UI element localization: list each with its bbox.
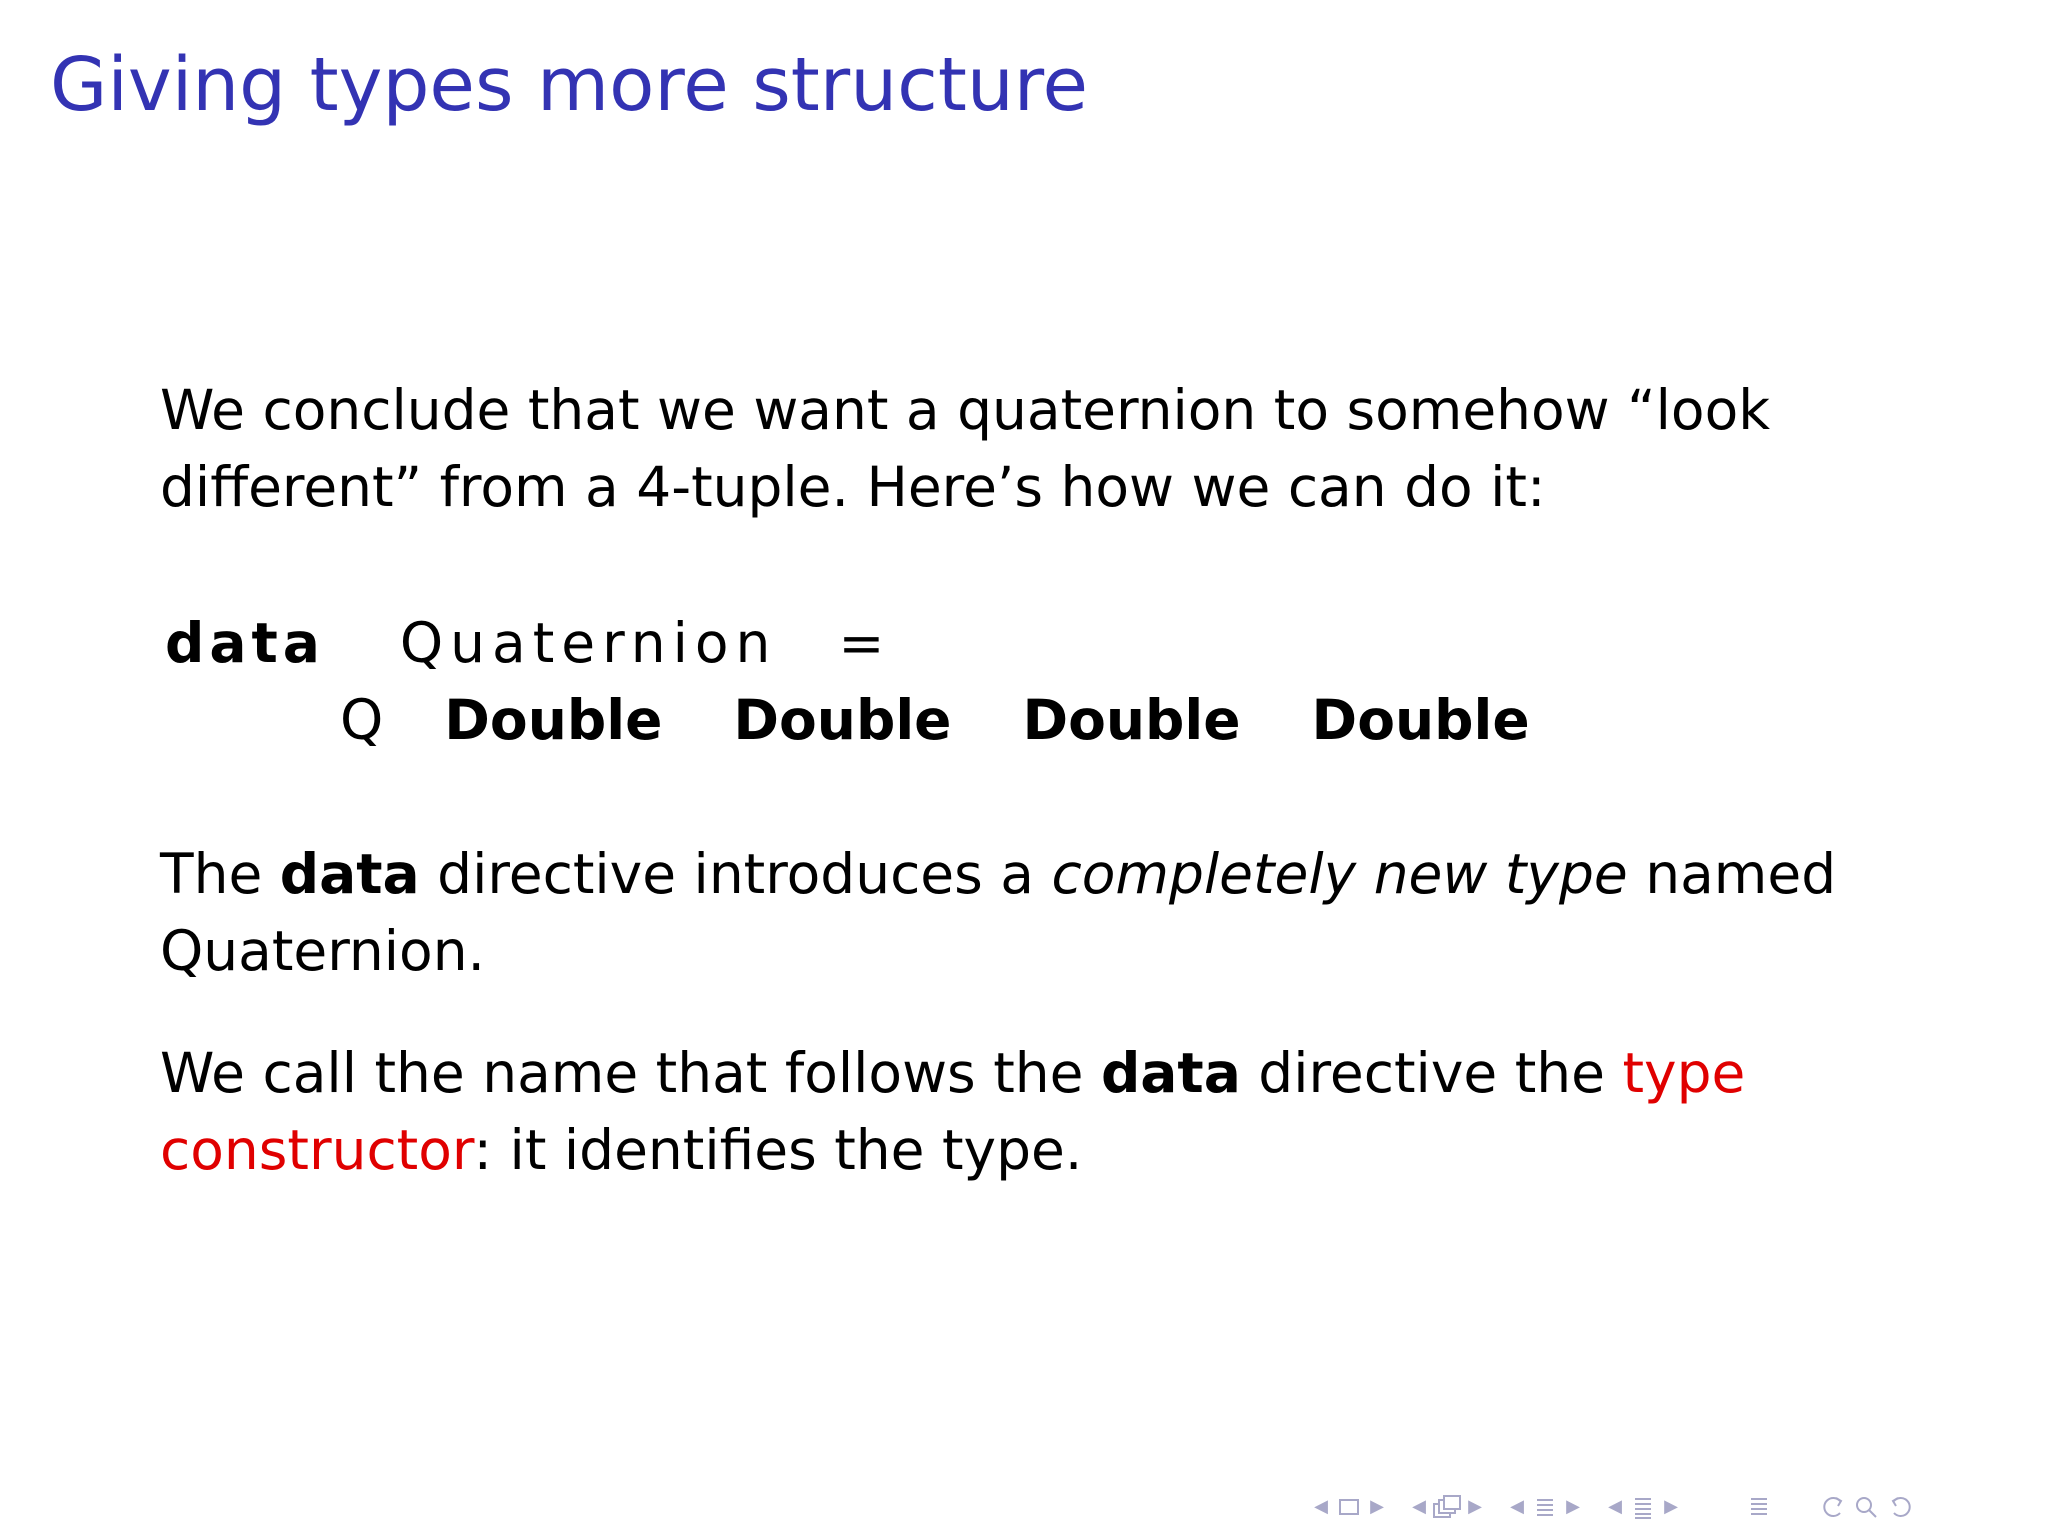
previous-section-arrow-icon[interactable]: ◀ <box>1608 1496 1622 1517</box>
nav-group-subsection <box>1506 1493 1584 1521</box>
section-icon[interactable] <box>1626 1493 1660 1521</box>
text-span: We call the name that follows the <box>160 1041 1101 1105</box>
search-icon[interactable] <box>1850 1493 1884 1521</box>
previous-slide-arrow-icon[interactable]: ◀ <box>1412 1496 1426 1517</box>
data-directive-line-1 <box>160 836 1837 913</box>
code-field-type: Double <box>444 688 663 752</box>
type-constructor-line-2 <box>160 1112 1760 1189</box>
data-directive-line-2: Quaternion. <box>160 919 486 983</box>
code-equals-sign: = <box>838 611 885 675</box>
next-subsection-arrow-icon[interactable]: ▶ <box>1566 1496 1580 1517</box>
next-slide-arrow-icon[interactable]: ▶ <box>1468 1496 1482 1517</box>
bold-keyword: data <box>1100 1041 1241 1105</box>
code-field-type: Double <box>1022 688 1241 752</box>
nav-group-section <box>1604 1493 1682 1521</box>
next-frame-arrow-icon[interactable]: ▶ <box>1370 1496 1384 1517</box>
forward-icon[interactable] <box>1884 1493 1918 1521</box>
previous-subsection-arrow-icon[interactable]: ◀ <box>1510 1496 1524 1517</box>
code-field-type: Double <box>733 688 952 752</box>
text-span: : it identifies the type. <box>473 1118 1083 1182</box>
nav-group-slide <box>1408 1493 1486 1521</box>
code-constructor-name: Q <box>340 688 384 752</box>
italic-emphasis: completely new type <box>1051 842 1628 906</box>
text-span: The <box>160 842 280 906</box>
code-keyword-data: data <box>165 611 325 675</box>
nav-group-outline <box>1742 1493 1776 1521</box>
intro-line-1: We conclude that we want a quaternion to somehow “look <box>160 378 1771 442</box>
text-span: directive the <box>1240 1041 1623 1105</box>
beamer-navigation-bar <box>1310 1492 1918 1522</box>
text-span: directive introduces a <box>419 842 1052 906</box>
type-constructor-line-1 <box>160 1035 1760 1112</box>
subsection-icon[interactable] <box>1528 1493 1562 1521</box>
code-field-type: Double <box>1311 688 1530 752</box>
back-icon[interactable] <box>1816 1493 1850 1521</box>
previous-frame-arrow-icon[interactable]: ◀ <box>1314 1496 1328 1517</box>
frame-icon[interactable] <box>1332 1493 1366 1521</box>
next-section-arrow-icon[interactable]: ▶ <box>1664 1496 1678 1517</box>
outline-icon[interactable] <box>1742 1493 1776 1521</box>
slide-title: Giving types more structure <box>50 42 1089 128</box>
type-constructor-paragraph <box>160 1035 1760 1189</box>
nav-group-search <box>1816 1493 1918 1521</box>
bold-keyword: data <box>279 842 420 906</box>
slide-stack-icon[interactable] <box>1430 1493 1464 1521</box>
highlighted-term: constructor <box>160 1118 474 1182</box>
nav-group-frame <box>1310 1493 1388 1521</box>
data-directive-paragraph <box>160 836 1837 990</box>
highlighted-term: type <box>1622 1041 1746 1105</box>
intro-paragraph <box>160 372 1771 526</box>
code-line-constructor <box>340 688 1530 752</box>
code-line-declaration <box>165 611 885 675</box>
intro-line-2: different” from a 4-tuple. Here’s how we can do it: <box>160 455 1546 519</box>
text-span: named <box>1627 842 1837 906</box>
code-type-name: Quaternion <box>399 611 778 675</box>
